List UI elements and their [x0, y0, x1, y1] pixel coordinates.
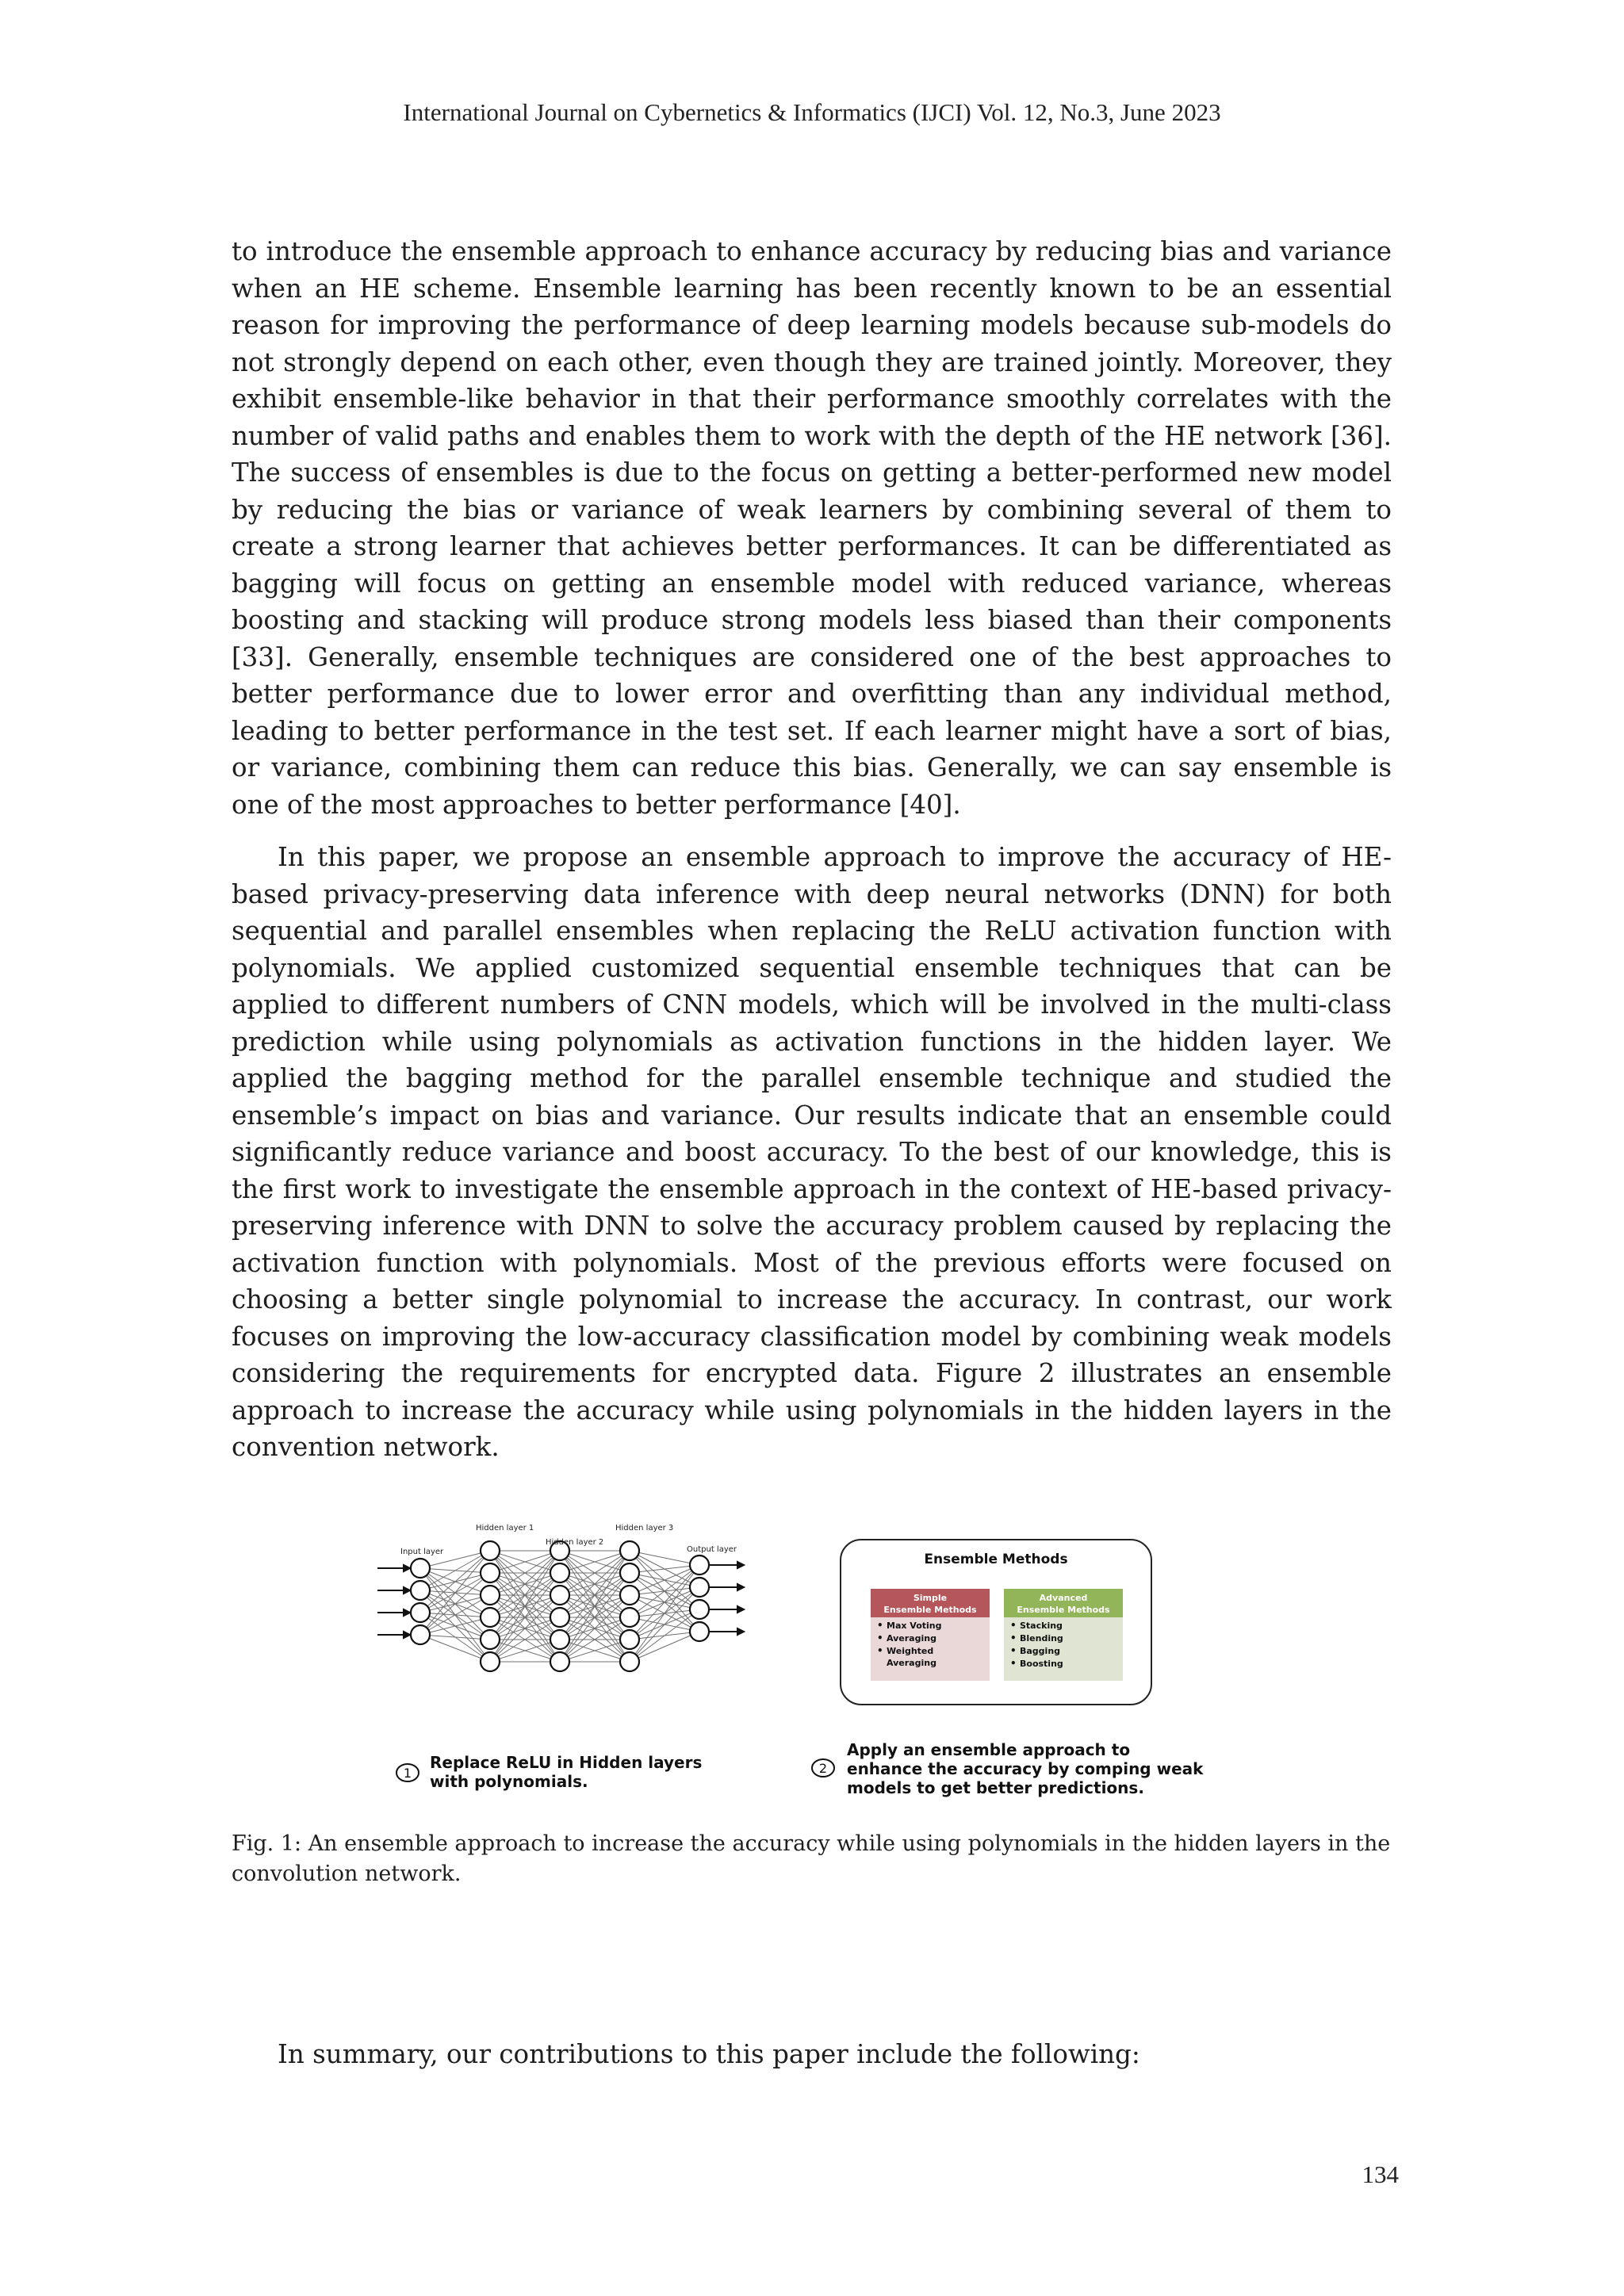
nn-connection: [630, 1565, 699, 1640]
advanced-methods-title-1: Advanced: [1039, 1593, 1088, 1603]
page-number: 134: [1362, 2160, 1399, 2188]
nn-node-layer-1: [411, 1603, 430, 1622]
nn-node-layer-2: [481, 1630, 500, 1649]
nn-node-layer-4: [620, 1586, 639, 1605]
nn-node-layer-2: [481, 1541, 500, 1560]
advanced-item: Blending: [1020, 1633, 1063, 1644]
nn-node-layer-3: [550, 1586, 569, 1605]
step-2-label: [812, 1740, 1204, 1797]
nn-arrow-head: [737, 1628, 744, 1635]
nn-node-layer-4: [620, 1608, 639, 1627]
nn-arrow-head: [737, 1562, 744, 1568]
step-1-line-1: Replace ReLU in Hidden layers: [430, 1753, 703, 1772]
simple-item: Weighted: [887, 1646, 934, 1656]
nn-node-layer-1: [411, 1559, 430, 1578]
nn-node-layer-5: [690, 1622, 709, 1641]
simple-methods-title-2: Ensemble Methods: [883, 1605, 977, 1615]
nn-arrow-head: [737, 1606, 744, 1613]
advanced-item: Boosting: [1020, 1659, 1063, 1669]
nn-node-layer-4: [620, 1630, 639, 1649]
nn-node-layer-2: [481, 1586, 500, 1605]
nn-connection: [420, 1551, 490, 1635]
simple-item: Max Voting: [887, 1621, 942, 1631]
nn-node-layer-3: [550, 1608, 569, 1627]
step-1-line-2: with polynomials.: [430, 1772, 588, 1791]
nn-arrow-head: [737, 1584, 744, 1590]
nn-node-layer-4: [620, 1652, 639, 1671]
nn-node-layer-4: [620, 1541, 639, 1560]
nn-node-layer-2: [481, 1608, 500, 1627]
bullet: •: [877, 1620, 883, 1631]
nn-arrow-head: [404, 1609, 410, 1616]
bullet: •: [1010, 1645, 1017, 1656]
nn-arrow-head: [404, 1587, 410, 1594]
bullet: •: [1010, 1658, 1017, 1669]
nn-connection: [420, 1551, 490, 1590]
nn-connection: [630, 1587, 699, 1662]
nn-connection: [630, 1609, 699, 1662]
nn-node-layer-5: [690, 1600, 709, 1619]
nn-connection: [630, 1565, 699, 1617]
paragraph-3: In summary, our contributions to this paper include the following:: [278, 2039, 1140, 2069]
step-1-label: [396, 1753, 702, 1791]
nn-arrow-head: [404, 1632, 410, 1638]
nn-node-layer-2: [481, 1563, 500, 1582]
ensemble-methods-box: [841, 1540, 1151, 1705]
hidden-layer-1-label: Hidden layer 1: [476, 1524, 534, 1533]
neural-network-diagram: [377, 1541, 744, 1671]
step-2-number: 2: [818, 1761, 828, 1776]
hidden-layer-2-label: Hidden layer 2: [546, 1538, 604, 1547]
advanced-item: Bagging: [1020, 1646, 1061, 1656]
nn-node-layer-1: [411, 1625, 430, 1644]
nn-node-layer-3: [550, 1563, 569, 1582]
input-layer-label: Input layer: [400, 1548, 444, 1556]
nn-node-layer-4: [620, 1563, 639, 1582]
nn-connection: [630, 1565, 699, 1662]
simple-item: Averaging: [887, 1633, 936, 1644]
simple-item: Averaging: [887, 1658, 936, 1668]
running-header: International Journal on Cybernetics & Informatics (IJCI) Vol. 12, No.3, June 2023: [403, 98, 1221, 126]
step-2-line-1: Apply an ensemble approach to: [847, 1740, 1131, 1759]
step-1-number: 1: [403, 1766, 412, 1781]
step-2-line-3: models to get better predictions.: [847, 1778, 1144, 1797]
paragraph-2: In this paper, we propose an ensemble approach to improve the accuracy of HE-based privacy-preserving data inference with deep neural networks (DNN) for both sequential and parallel ensembles when replacing the ReLU activation function with polynomials. We applied customized sequential ensemble techniques that can be applied to different numbers of CNN models, which will be involved in the multi-class prediction while using polynomials as activation functions in the hidden layer. We applied the bagging method for the parallel ensemble technique and studied the ensemble’s impact on bias and variance. Our results indicate that an ensemble could significantly reduce variance and boost accuracy. To the best of our knowledge, this is the first work to investigate the ensemble approach in the context of HE-based privacy-preserving inference with DNN to solve the accuracy problem caused by replacing the activation function with polynomials. Most of the previous efforts were focused on choosing a better single polynomial to increase the accuracy. In contrast, our work focuses on improving the low-accuracy classification model by combining weak models considering the requirements for encrypted data. Figure 2 illustrates an ensemble approach to increase the accuracy while using polynomials in the hidden layers in the convention network.: [232, 842, 1392, 1462]
bullet: •: [1010, 1632, 1017, 1644]
figure-caption: Fig. 1: An ensemble approach to increase the accuracy while using polynomials in the hidden layers in the convolution network.: [232, 1831, 1391, 1886]
simple-methods-title-1: Simple: [913, 1593, 948, 1603]
nn-node-layer-2: [481, 1652, 500, 1671]
advanced-methods-title-2: Ensemble Methods: [1017, 1605, 1110, 1615]
advanced-item: Stacking: [1020, 1621, 1063, 1631]
ensemble-methods-title: Ensemble Methods: [924, 1552, 1068, 1567]
nn-node-layer-3: [550, 1652, 569, 1671]
paragraph-1: to introduce the ensemble approach to enhance accuracy by reducing bias and variance when an HE scheme. Ensemble learning has been recently known to be an essential reason for improving the performance of deep learning models because sub-models do not strongly depend on each other, even though they are trained jointly. Moreover, they exhibit ensemble-like behavior in that their performance smoothly correlates with the number of valid paths and enables them to work with the depth of the HE network [36]. The success of ensembles is due to the focus on getting a better-performed new model by reducing the bias or variance of weak learners by combining several of them to create a strong learner that achieves better performances. It can be differentiated as bagging will focus on getting an ensemble model with reduced variance, whereas boosting and stacking will produce strong models less biased than their components [33]. Generally, ensemble techniques are considered one of the best approaches to better performance due to lower error and overfitting than any individual method, leading to better performance in the test set. If each learner might have a sort of bias, or variance, combining them can reduce this bias. Generally, we can say ensemble is one of the most approaches to better performance [40].: [232, 236, 1392, 820]
bullet: •: [877, 1632, 883, 1644]
figure-1: [373, 1506, 1261, 1808]
nn-connection: [630, 1565, 699, 1573]
nn-arrow-head: [404, 1565, 410, 1571]
nn-node-layer-3: [550, 1630, 569, 1649]
nn-node-layer-5: [690, 1556, 709, 1575]
nn-node-layer-5: [690, 1578, 709, 1597]
bullet: •: [1010, 1620, 1017, 1631]
bullet: •: [877, 1645, 883, 1656]
step-2-line-2: enhance the accuracy by comping weak: [847, 1759, 1204, 1778]
hidden-layer-3-label: Hidden layer 3: [615, 1524, 674, 1533]
output-layer-label: Output layer: [687, 1545, 737, 1554]
nn-node-layer-1: [411, 1581, 430, 1600]
